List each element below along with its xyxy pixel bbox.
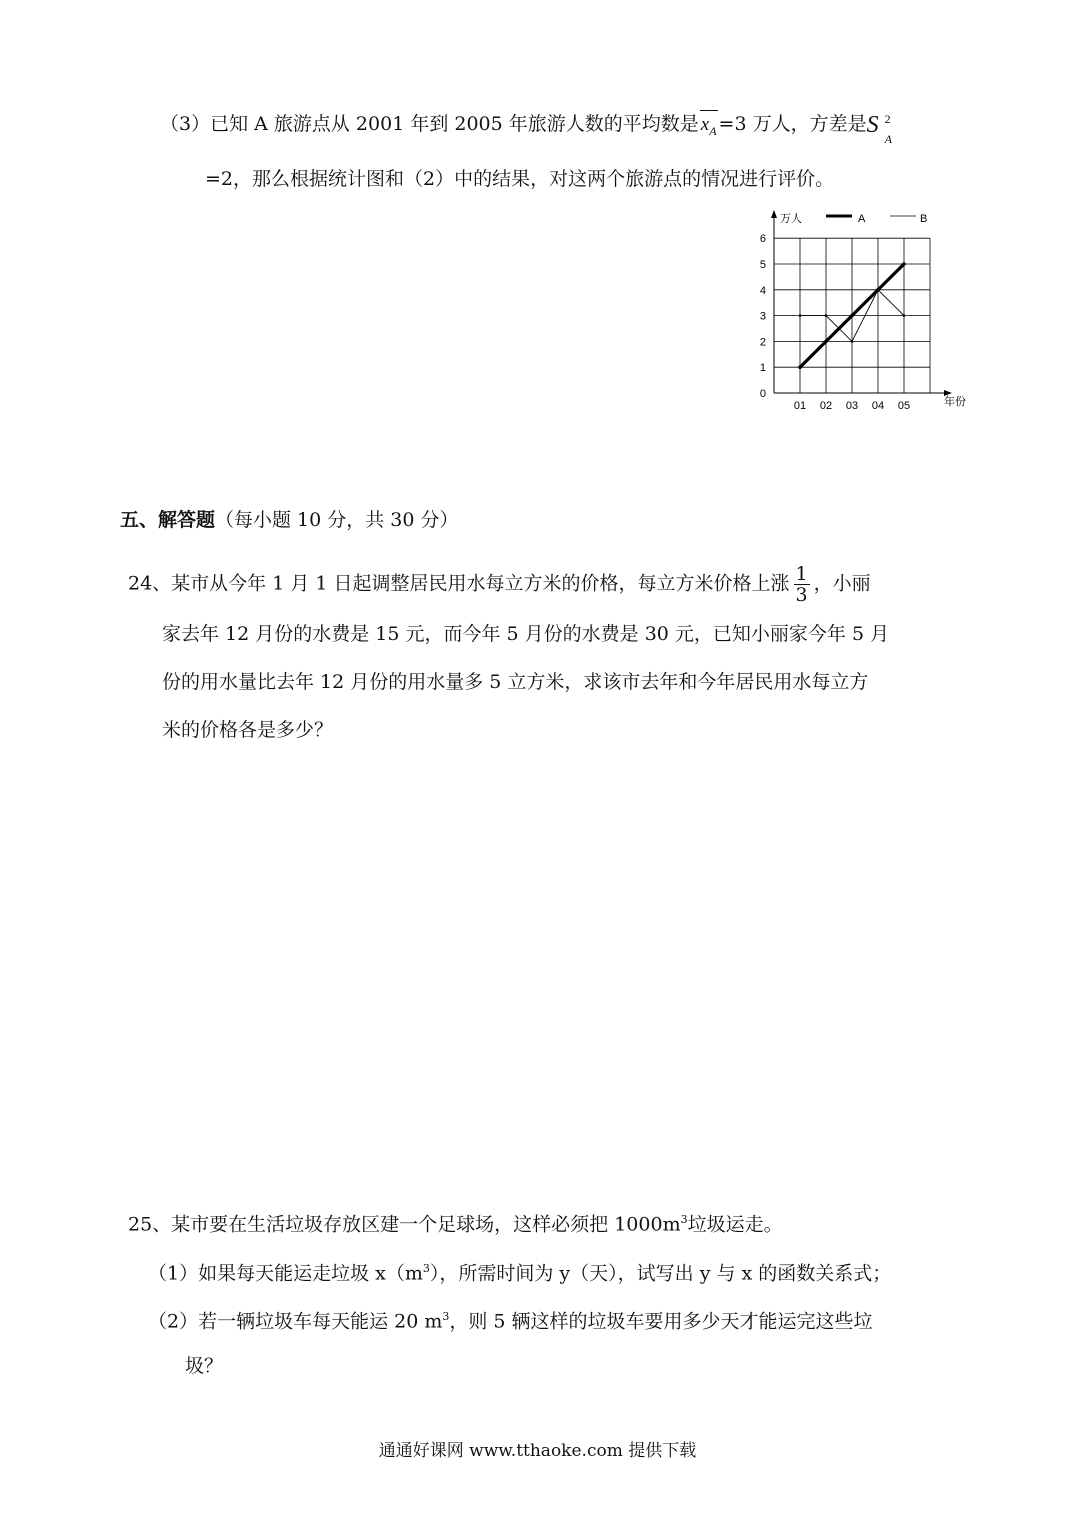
q23-part3-line2: =2，那么根据统计图和（2）中的结果，对这两个旅游点的情况进行评价。 (205, 168, 835, 190)
q25-part1-text-b: ），所需时间为 y（天），试写出 y 与 x 的函数关系式； (429, 1262, 892, 1285)
q23-text-b: =3 万人，方差是 (718, 113, 867, 135)
legend-label-a: A (858, 213, 866, 225)
variance-s: S (866, 112, 879, 138)
tourism-line-chart (740, 200, 980, 415)
fraction-denominator: 3 (795, 584, 808, 606)
q25-part2-text-a: （2）若一辆垃圾车每天能运 20 m (148, 1310, 443, 1333)
y-tick-label: 3 (759, 310, 766, 323)
x-tick-label: 02 (819, 400, 833, 412)
q25-part2 (148, 1303, 873, 1335)
q24-line3: 份的用水量比去年 12 月份的用水量多 5 立方米，求该市去年和今年居民用水每立方 (162, 671, 869, 693)
x-tick-label: 03 (845, 400, 859, 412)
y-tick-label: 0 (759, 388, 766, 400)
q25-sup: 3 (680, 1213, 688, 1226)
x-axis-label: 年份 (944, 396, 966, 408)
series-b-point (903, 314, 906, 317)
series-a-point (824, 340, 828, 344)
section-5-heading (120, 506, 459, 534)
y-tick-label: 6 (759, 233, 766, 246)
q24-line1 (128, 564, 871, 605)
q25-part1 (148, 1255, 891, 1287)
x-tick-label: 01 (793, 400, 807, 412)
series-a-point (798, 365, 802, 369)
q24-text-a: 24、某市从今年 1 月 1 日起调整居民用水每立方米的价格，每立方米价格上涨 (128, 572, 790, 595)
q25-part1-sup: 3 (422, 1262, 430, 1275)
q25-part2-sup: 3 (442, 1310, 450, 1323)
mean-symbol (701, 111, 717, 145)
y-tick-label: 1 (759, 362, 766, 375)
fraction-one-third (794, 564, 810, 605)
series-a-point (902, 262, 906, 266)
series-b-point (851, 340, 854, 343)
legend-label-b: B (920, 213, 928, 225)
variance-sub: A (884, 132, 892, 146)
q24-line4: 米的价格各是多少？ (162, 719, 334, 741)
q23-text-a: （3）已知 A 旅游点从 2001 年到 2005 年旅游人数的平均数是 (160, 113, 699, 135)
q25-part1-text-a: （1）如果每天能运走垃圾 x（m (148, 1262, 423, 1285)
section-5-note: （每小题 10 分，共 30 分） (215, 509, 459, 531)
series-a-point (876, 288, 880, 292)
page-footer: 通通好课网 www.tthaoke.com 提供下载 (378, 1441, 697, 1461)
series-a-point (850, 314, 854, 318)
y-tick-label: 4 (759, 284, 766, 297)
variance-sup: 2 (884, 112, 891, 126)
mean-sub: A (709, 123, 717, 138)
y-tick-label: 2 (759, 336, 766, 349)
x-tick-label: 04 (871, 400, 885, 412)
q25-part2-text-b: ，则 5 辆这样的垃圾车要用多少天才能运完这些垃 (449, 1310, 873, 1333)
mean-x: x (700, 114, 710, 135)
y-tick-label: 5 (759, 259, 766, 271)
q25-line1 (128, 1206, 783, 1238)
q24-text-b: ，小丽 (813, 572, 871, 595)
y-axis-arrow (771, 210, 777, 218)
series-b-point (825, 314, 828, 317)
fraction-numerator: 1 (795, 563, 808, 585)
x-tick-label: 05 (897, 400, 911, 412)
q24-line2: 家去年 12 月份的水费是 15 元，而今年 5 月份的水费是 30 元，已知小丽家今年 5 月 (162, 623, 890, 645)
q25-part2-line2: 圾？ (185, 1355, 224, 1377)
y-axis-label: 万人 (780, 213, 802, 225)
q25-text-b: 垃圾运走。 (687, 1213, 783, 1236)
variance-symbol (866, 111, 901, 146)
series-b-point (799, 314, 802, 317)
q25-text-a: 25、某市要在生活垃圾存放区建一个足球场，这样必须把 1000m (128, 1213, 681, 1236)
q23-part3-line1 (160, 110, 901, 145)
section-5-title: 五、解答题 (120, 509, 216, 531)
